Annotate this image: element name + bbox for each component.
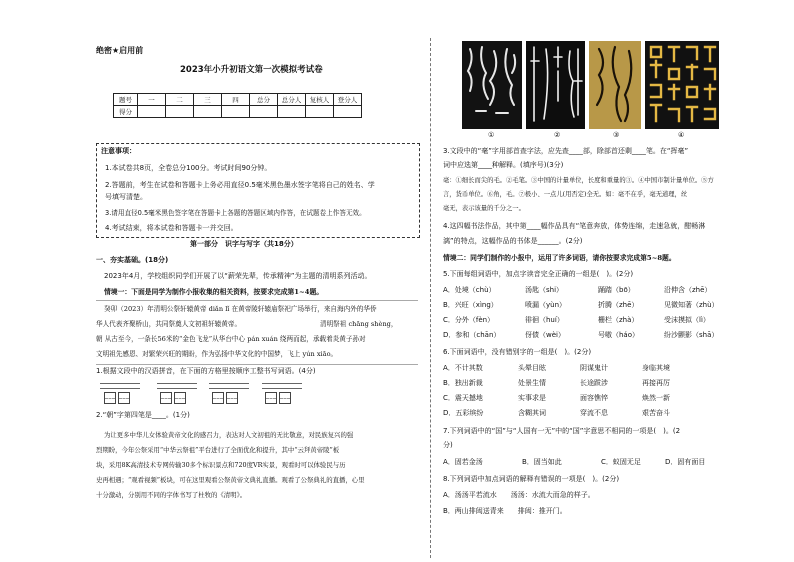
para2-line: 史再相遇；“观看视频”板块，可在这里观看公祭黄帝文典礼直播。观看了公祭典礼的直播，心里 [96,476,365,484]
q6-option: 实事求是 [518,394,546,402]
calligraphy-strokes [462,41,522,129]
writing-box[interactable] [279,392,291,404]
question-5: 5.下面每组词语中，加点字读音完全正确的一组是( )。(2分) [443,270,634,278]
question-6: 6.下面词语中，没有错别字的一组是( )。(2分) [443,348,592,356]
pinyin-guide-line [157,383,197,389]
image-caption: ② [554,131,561,139]
notice-item: 号填写清楚。 [105,193,147,201]
para2-line: 烈期盼，今年公祭采用“中华云祭祖”平台进行了全面优化和提升，其中“云拜黄帝陵”板 [96,446,340,454]
question-2: 2.“朝”字第四笔是____。(1分) [96,411,190,419]
image-caption: ① [488,131,495,139]
q6-option: 艰苦奋斗 [642,409,670,417]
question-7-cont: 分) [443,441,453,449]
passage-line: 华人代表齐聚桥山，共同祭奠人文初祖轩辕黄帝。 [96,320,242,328]
score-input-cell[interactable] [194,106,222,118]
passage-bottom-rule [96,364,418,365]
q3-definition-line: 言，货币单位。⑥角，毛。⑦极小、一点儿(用否定)全无。如：毫不在乎，毫无道理，丝 [443,191,688,198]
score-cell: 总分人 [278,94,306,106]
q7-option: C．蚁固无足 [601,458,641,466]
q5-option: A．处境（chù） [443,286,496,294]
notice-box [96,143,420,238]
q7-option: B．固当如此 [522,458,562,466]
q5-option: 号嗷（háo） [598,331,640,339]
writing-box[interactable] [226,392,238,404]
notice-item: 4.考试结束，将本试卷和答题卡一并交回。 [105,224,238,232]
score-table [113,93,362,118]
score-cell: 四 [222,94,250,106]
q5-option: 喷漏（yùn） [525,301,567,309]
passage-line: 清明祭祖 chāng shèng， [320,320,398,328]
q6-option: 头晕目眩 [518,364,546,372]
q6-option: 焕然一新 [642,394,670,402]
section1-heading: 一、夯实基础。(18分) [96,256,169,264]
score-input-cell[interactable] [138,106,166,118]
q3-definition-line: 毫无，表示该量的千分之一。 [443,205,525,212]
score-cell: 复核人 [306,94,334,106]
q5-option: B．兴旺（xìng） [443,301,498,309]
question-8: 8.下列词语中加点词语的解释有错误的一项是( )。(2分) [443,475,620,483]
score-input-cell[interactable] [306,106,334,118]
q6-option: 穿流不息 [580,409,608,417]
calligraphy-strokes [589,41,641,129]
q6-option: D．五彩缤纷 [443,409,484,417]
notice-item: 1.本试卷共8页，全卷总分100分。考试时间90分钟。 [105,164,272,172]
q5-option: 见微知著（zhù） [664,301,719,309]
notice-item: 2.答题前，考生在试卷和答题卡上务必用直径0.5毫米黑色墨水签字笔将自己的姓名、学 [105,181,375,189]
q5-option: 伢债（wèi） [525,331,565,339]
task1-instruction: 情境一：下面是同学为制作小报收集的相关资料，按要求完成第1~4题。 [104,288,324,296]
q5-option: C．分外（fèn） [443,316,495,324]
notice-item: 3.请用直径0.5毫米黑色签字笔在答题卡上各题的答题区域内作答，在试题卷上作答无效。 [105,209,366,217]
score-cell: 总分 [250,94,278,106]
image-caption: ④ [678,131,685,139]
question-3-cont: 词中应选第____种解释。(填序号)(3分) [443,161,564,169]
task2-instruction: 情境二：同学们制作的小报中，运用了许多词语，请你按要求完成第5~8题。 [443,254,676,262]
question-1: 1.根据文段中的汉语拼音，在下面的方格里按顺序工整书写词语。(4分) [96,367,316,375]
notice-title: 注意事项： [101,147,136,155]
passage-line: 朝 从古至今，一条长56米的“金色飞龙”从华台中心 pán xuán 绕两而起，承载着炎黄子孙对 [96,335,366,343]
score-cell: 二 [166,94,194,106]
q5-option: 折腾（zhē） [598,301,639,309]
writing-box[interactable] [104,392,116,404]
image-caption: ③ [613,131,620,139]
q7-option: D．固有面目 [665,458,706,466]
q5-option: D．参和（chān） [443,331,501,339]
q6-option: C．震天撼地 [443,394,483,402]
question-3: 3.文段中的“毫”字用部首查字法，应先查____部，除部首还剩____笔。在“挥毫” [443,147,689,155]
q8-option: A．汤汤平若流水 汤汤：水流大而急的样子。 [443,491,595,499]
writing-box[interactable] [265,392,277,404]
q5-option: 徘徊（huí） [525,316,564,324]
writing-box[interactable] [212,392,224,404]
exam-title: 2023年小升初语文第一次模拟考试卷 [180,65,323,75]
q6-option: 面容憔悴 [580,394,608,402]
score-cell: 三 [194,94,222,106]
q5-option: 踊踏（bō） [598,286,635,294]
para2-line: 十分激动，分别用不同的字体书写了杜牧的《清明》。 [96,491,247,499]
score-table-header-row [114,94,362,106]
score-cell: 一 [138,94,166,106]
passage-line: 文明祖先感恩、对繁荣兴旺的期盼，作为弘扬中华文化的中国梦，飞上 yún xiāo。 [96,350,338,358]
q5-option: 栅栏（zhà） [598,316,639,324]
calligraphy-strokes [526,41,585,129]
q7-option: A．固若金汤 [443,458,483,466]
passage-line: 癸卯（2023）年清明公祭轩辕黄帝 diǎn lǐ 在黄帝陵轩辕庙祭祀广场举行，来自海内外的华侨 [104,305,377,313]
intro-paragraph: 2023年4月，学校组织同学们开展了以“薪荣先辈，传承精神”为主题的清明系列活动。 [104,272,372,280]
writing-box[interactable] [118,392,130,404]
calligraphy-image-1 [462,41,522,129]
q6-option: 处景生情 [518,379,546,387]
q6-option: B．独出新裁 [443,379,483,387]
score-cell: 题号 [114,94,138,106]
q6-option: 长途跋涉 [580,379,608,387]
score-input-cell[interactable] [250,106,278,118]
secret-label: 绝密★启用前 [96,46,144,55]
calligraphy-strokes [645,41,719,129]
q5-option: 受沫摸拟（lì） [664,316,710,324]
q3-definition-line: 毫：①细长而尖的毛。②毛笔。③中国的计量单位，长度和重量的③。④中国市制计量单位。⑤方 [443,177,714,184]
score-table-score-row [114,106,362,118]
pinyin-guide-line [100,383,140,389]
q6-option: 再接再厉 [642,379,670,387]
calligraphy-image-2 [526,41,585,129]
question-4: 4.这四幅书法作品，其中第____幅作品具有“笔意奔放，体势连绵，走速急就，酣畅淋 [443,222,706,230]
passage-top-rule [96,300,418,301]
q6-option: A．不计其数 [443,364,483,372]
score-cell: 得分 [114,106,138,118]
score-input-cell[interactable] [222,106,250,118]
calligraphy-image-4 [645,41,719,129]
calligraphy-image-3 [589,41,641,129]
score-cell: 登分人 [334,94,362,106]
q6-option: 阴谋鬼计 [580,364,608,372]
score-input-cell[interactable] [278,106,306,118]
column-divider [430,38,431,558]
part1-title: 第一部分 识字与写字（共18分） [190,240,298,248]
q5-option: 纷沙颤影（shā） [664,331,719,339]
q6-option: 含糊其词 [518,409,546,417]
q5-option: 沿伸含（zhē） [664,286,712,294]
pinyin-guide-line [262,383,302,389]
q6-option: 身临其境 [642,364,670,372]
score-input-cell[interactable] [166,106,194,118]
q5-option: 汤匙（shi） [525,286,564,294]
writing-box[interactable] [160,392,172,404]
score-input-cell[interactable] [334,106,362,118]
q8-option: B．两山排闼送青来 排闼：推开门。 [443,507,567,515]
pinyin-guide-line [209,383,249,389]
question-7: 7.下列词语中的“国”与“人国有一无”中的“国”字意思不相同的一项是( )。(2 [443,427,681,435]
para2-line: 块，采用8K高清技术专网传输30多个标识景点和720度VR实景，观看时可以体验民与历 [96,461,346,469]
para2-line: 为让更多中华儿女体验黄帝文化的感召力，表达对人文初祖的无比敬意，对民族复兴的强 [104,431,354,439]
question-4-cont: 漓”的特点，这幅作品的书体是______。(2分) [443,237,583,245]
writing-box[interactable] [174,392,186,404]
